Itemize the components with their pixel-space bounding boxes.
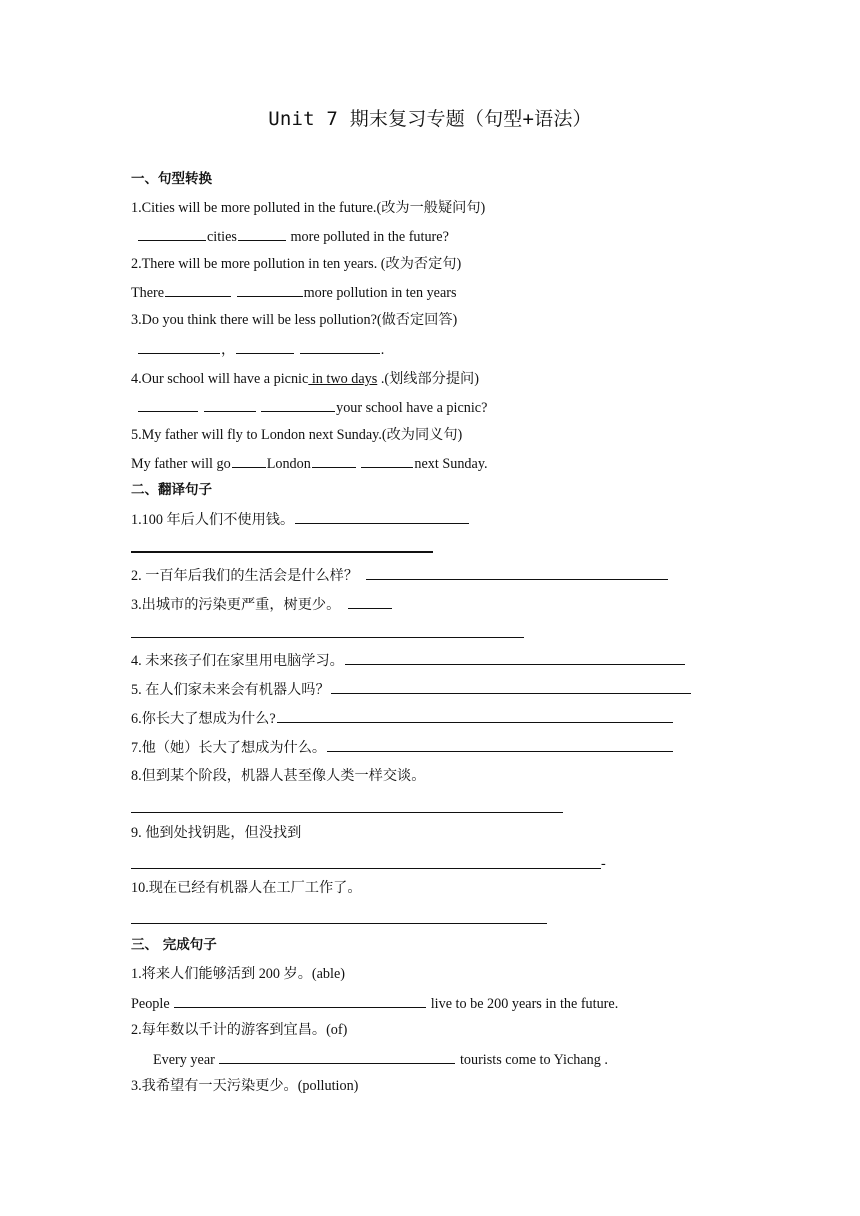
s1-q2-prompt: 2.There will be more pollution in ten years. (改为否定句) [131,256,462,272]
answer-blank[interactable] [236,340,294,354]
answer-rule[interactable] [131,551,433,553]
answer-blank[interactable] [237,283,303,297]
answer-blank[interactable] [312,454,356,468]
page-title: Unit 7 期末复习专题（句型+语法） [268,108,592,130]
answer-blank[interactable] [232,454,266,468]
s2-item-5: 5. 在人们家未来会有机器人吗？ [131,680,692,699]
answer-blank[interactable] [331,680,691,694]
s2-item-3: 3.出城市的污染更严重，树更少。 [131,595,393,614]
section3-heading: 三、 完成句子 [131,937,217,953]
s1-q3-prompt: 3.Do you think there will be less pollution?(做否定回答) [131,312,458,328]
underlined-phrase: in two days [308,371,378,387]
s3-q1-answer-line: People live to be 200 years in the future. [131,996,619,1012]
answer-blank[interactable] [238,227,286,241]
answer-blank[interactable] [174,994,426,1008]
answer-blank[interactable] [345,651,685,665]
answer-blank[interactable] [277,709,673,723]
section1-heading: 一、句型转换 [131,171,212,187]
answer-rule[interactable] [131,637,524,638]
s2-item-4: 4. 未来孩子们在家里用电脑学习。 [131,651,686,670]
s1-q3-answer-line: ， . [137,340,384,359]
s1-q5-prompt: 5.My father will fly to London next Sunday.(改为同义句) [131,427,463,443]
answer-blank[interactable] [327,738,673,752]
s1-q1-answer-line: cities more polluted in the future? [137,227,449,246]
answer-blank[interactable] [138,227,206,241]
s3-q2-prompt: 2.每年数以千计的游客到宜昌。(of) [131,1022,348,1038]
answer-blank[interactable] [261,398,335,412]
section2-heading: 二、翻译句子 [131,482,212,498]
s2-item-10: 10.现在已经有机器人在工厂工作了。 [131,880,362,896]
answer-blank[interactable] [348,595,392,609]
answer-blank[interactable] [219,1050,455,1064]
s2-item-9: 9. 他到处找钥匙，但没找到 [131,825,302,841]
answer-rule[interactable] [131,923,547,924]
s2-item-9-tail: - [601,856,606,872]
answer-blank[interactable] [300,340,380,354]
s2-item-2: 2. 一百年后我们的生活会是什么样？ [131,566,669,585]
s3-q1-prompt: 1.将来人们能够活到 200 岁。(able) [131,966,345,982]
answer-blank[interactable] [138,340,220,354]
answer-blank[interactable] [295,510,469,524]
s2-item-1: 1.100 年后人们不使用钱。 [131,510,470,529]
s2-item-8: 8.但到某个阶段，机器人甚至像人类一样交谈。 [131,768,426,784]
answer-blank[interactable] [366,566,668,580]
s2-item-7: 7.他（她）长大了想成为什么。 [131,738,674,757]
s1-q5-answer-line: My father will go London next Sunday. [131,456,488,472]
s1-q4-answer-line: your school have a picnic? [137,398,487,417]
answer-blank[interactable] [138,398,198,412]
answer-rule[interactable] [131,812,563,813]
answer-blank[interactable] [204,398,256,412]
s1-q2-answer-line: There more pollution in ten years [131,285,457,301]
s3-q3-prompt: 3.我希望有一天污染更少。(pollution) [131,1078,359,1094]
answer-blank[interactable] [361,454,413,468]
s2-item-6: 6.你长大了想成为什么? [131,709,674,728]
answer-rule[interactable] [131,868,601,869]
answer-blank[interactable] [165,283,231,297]
s1-q1-prompt: 1.Cities will be more polluted in the future.(改为一般疑问句) [131,200,486,216]
s1-q4-prompt: 4.Our school will have a picnic in two days .(划线部分提问) [131,371,479,387]
s3-q2-answer-line: Every year tourists come to Yichang . [153,1052,608,1068]
